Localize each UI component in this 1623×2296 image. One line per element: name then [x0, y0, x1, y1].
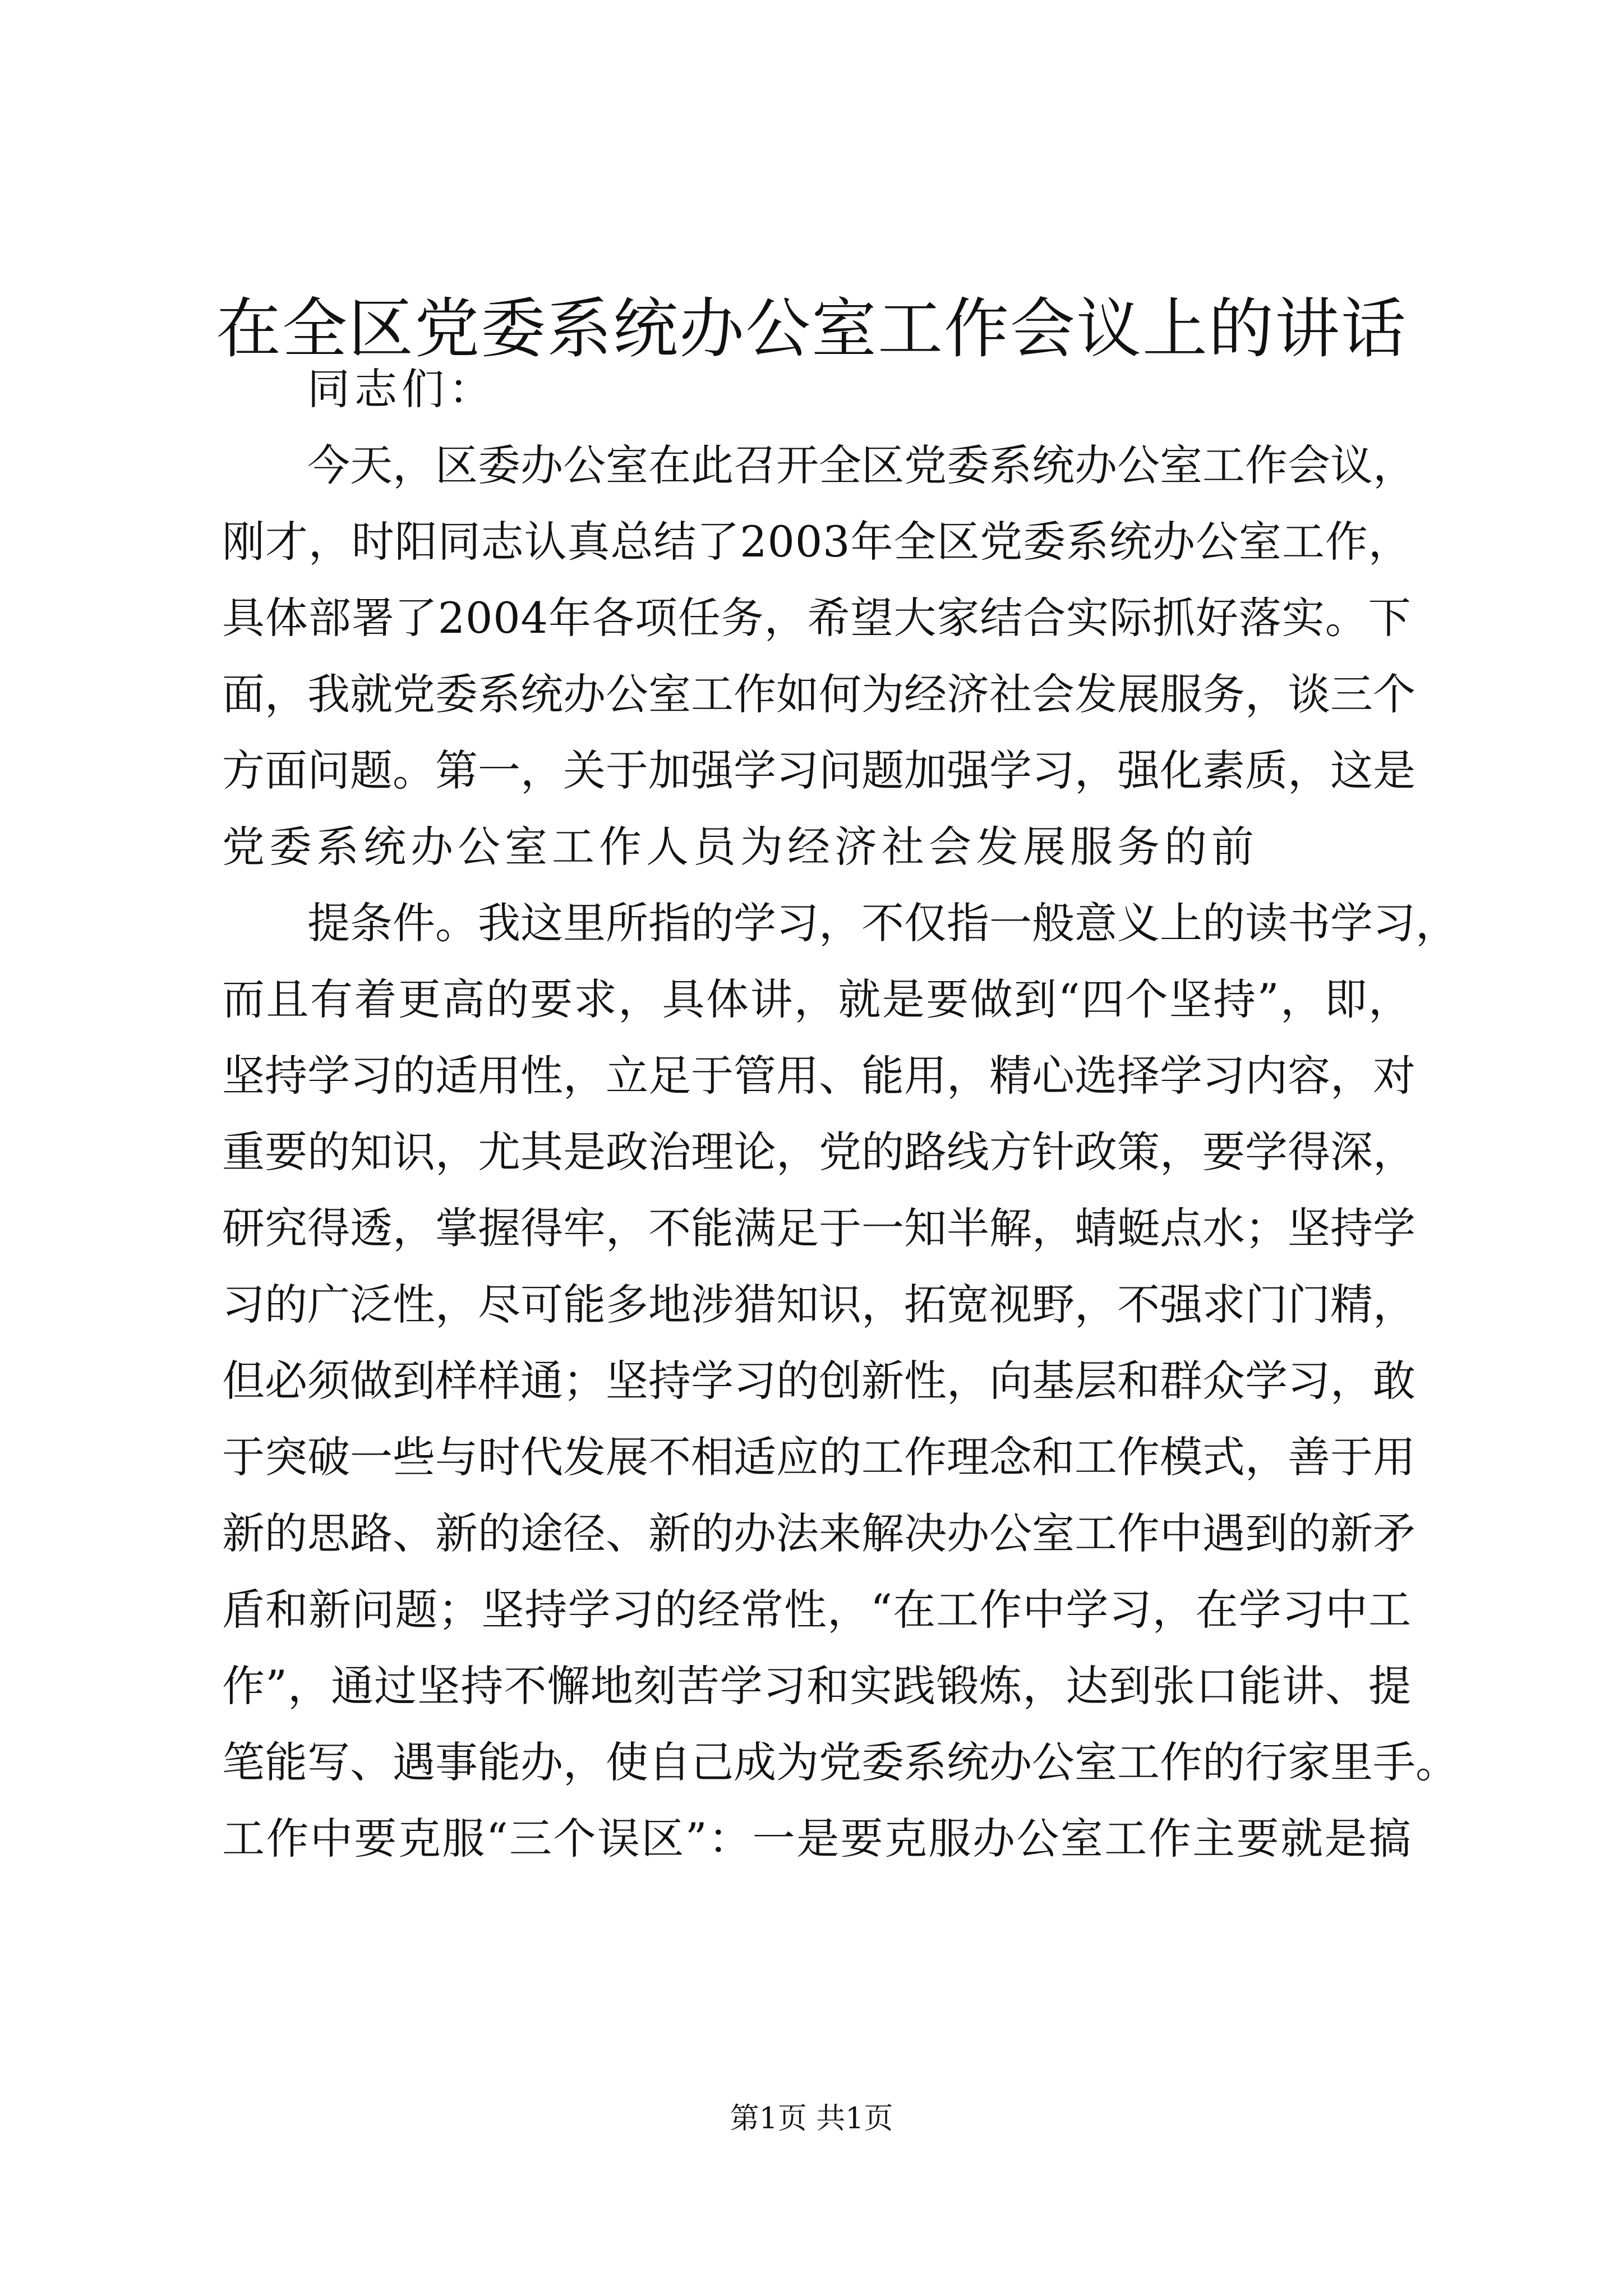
paragraph-line: 新 的 思 路 、 新 的 途 径 、 新 的 办 法 来 解 决 办 公 室 工 作 中 遇 到 的 新 矛 [222, 1508, 1415, 1558]
paragraph-line: 方 面 问 题 。 第 一 ， 关 于 加 强 学 习 问 题 加 强 学 习 ， 强 化 素 质 ， 这 是 [222, 746, 1415, 795]
paragraph-line: 重 要 的 知 识 ， 尤 其 是 政 治 理 论 ， 党 的 路 线 方 针 政 策 ， 要 学 得 深 ， [222, 1127, 1415, 1177]
paragraph-line: 盾 和 新 问 题 ； 坚 持 学 习 的 经 常 性 ， “ 在 工 作 中 学 习 ， 在 学 习 中 工 [222, 1585, 1411, 1635]
paragraph-line: 而 且 有 着 更 高 的 要 求 ， 具 体 讲 ， 就 是 要 做 到 “ 四 个 坚 持 ” ， 即 ， [222, 974, 1411, 1024]
paragraph-line: 但 必 须 做 到 样 样 通 ； 坚 持 学 习 的 创 新 性 ， 向 基 层 和 群 众 学 习 ， 敢 [222, 1356, 1415, 1406]
paragraph-line: 面 ， 我 就 党 委 系 统 办 公 室 工 作 如 何 为 经 济 社 会 发 展 服 务 ， 谈 三 个 [222, 669, 1415, 719]
paragraph-line: 提 条 件 。 我 这 里 所 指 的 学 习 ， 不 仅 指 一 般 意 义 上 的 读 书 学 习 ， [307, 898, 1458, 948]
salutation-line: 同志们： [307, 364, 496, 414]
document-body [222, 351, 1458, 1877]
paragraph-line: 于 突 破 一 些 与 时 代 发 展 不 相 适 应 的 工 作 理 念 和 工 作 模 式 ， 善 于 用 [222, 1432, 1415, 1482]
paragraph-line: 作 ” ， 通 过 坚 持 不 懈 地 刻 苦 学 习 和 实 践 锻 炼 ， 达 到 张 口 能 讲 、 提 [222, 1661, 1411, 1711]
paragraph-line: 笔 能 写 、 遇 事 能 办 ， 使 自 己 成 为 党 委 系 统 办 公 室 工 作 的 行 家 里 手 。 [222, 1737, 1458, 1787]
paragraph-line: 党委系统办公室工作人员为经济社会发展服务的前 [222, 822, 1258, 872]
paragraph-line: 研 究 得 透 ， 掌 握 得 牢 ， 不 能 满 足 于 一 知 半 解 ， 蜻 蜓 点 水 ； 坚 持 学 [222, 1203, 1415, 1253]
paragraph-line: 坚 持 学 习 的 适 用 性 ， 立 足 于 管 用 、 能 用 ， 精 心 选 择 学 习 内 容 ， 对 [222, 1051, 1415, 1101]
paragraph-line: 工 作 中 要 克 服 “ 三 个 误 区 ” ： 一 是 要 克 服 办 公 室 工 作 主 要 就 是 搞 [222, 1814, 1411, 1864]
paragraph-line: 具 体 部 署 了 2 0 0 4 年 各 项 任 务 ， 希 望 大 家 结 合 实 际 抓 好 落 实 。 下 [222, 593, 1411, 643]
paragraph-line: 习 的 广 泛 性 ， 尽 可 能 多 地 涉 猎 知 识 ， 拓 宽 视 野 ， 不 强 求 门 门 精 ， [222, 1280, 1415, 1329]
paragraph-line: 今 天 ， 区 委 办 公 室 在 此 召 开 全 区 党 委 系 统 办 公 室 工 作 会 议 ， [307, 440, 1415, 490]
document-title: 在全区党委系统办公室工作会议上的讲话 [216, 291, 1407, 367]
page-number-footer: 第1页 共1页 [730, 2102, 893, 2136]
paragraph-line: 刚 才 ， 时 阳 同 志 认 真 总 结 了 2 0 0 3 年 全 区 党 委 系 统 办 公 室 工 作 ， [222, 517, 1411, 567]
